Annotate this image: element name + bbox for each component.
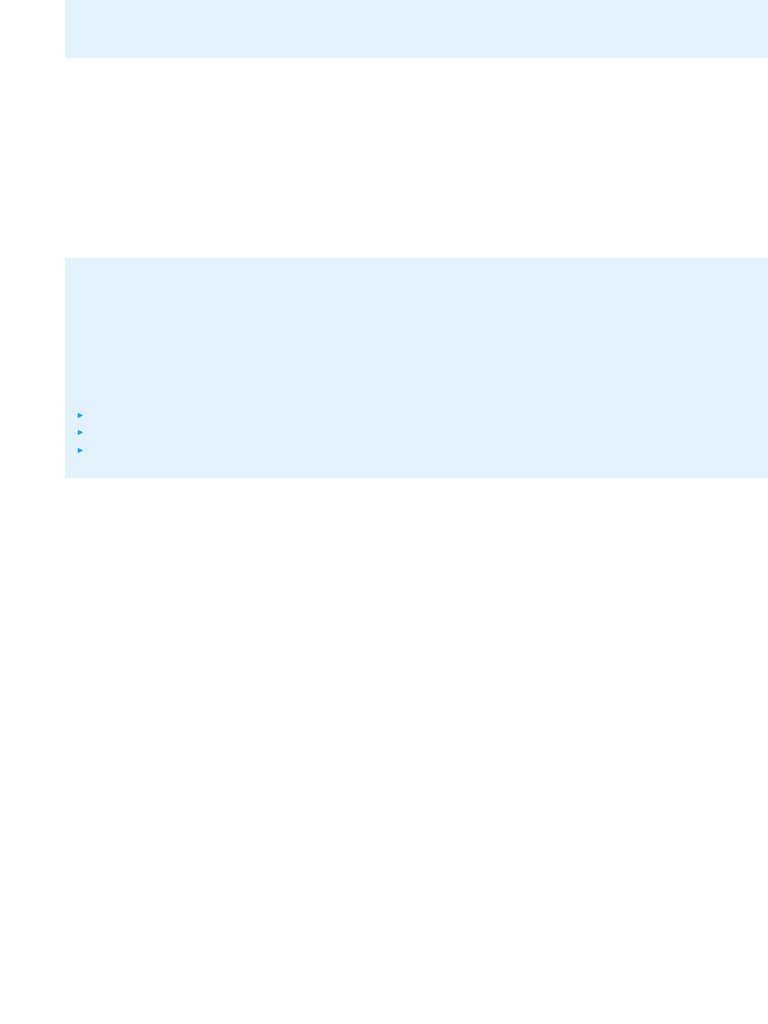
keyword-item[interactable]: [76, 442, 93, 459]
arrow-right-icon: ►: [76, 410, 85, 420]
keyword-item[interactable]: [76, 407, 93, 424]
keywords-list: [76, 407, 93, 459]
arrow-right-icon: ►: [76, 444, 85, 455]
header-band: [65, 0, 768, 58]
keyword-item[interactable]: [76, 424, 93, 441]
arrow-right-icon: ►: [76, 427, 85, 438]
abstract-band: [65, 258, 768, 478]
